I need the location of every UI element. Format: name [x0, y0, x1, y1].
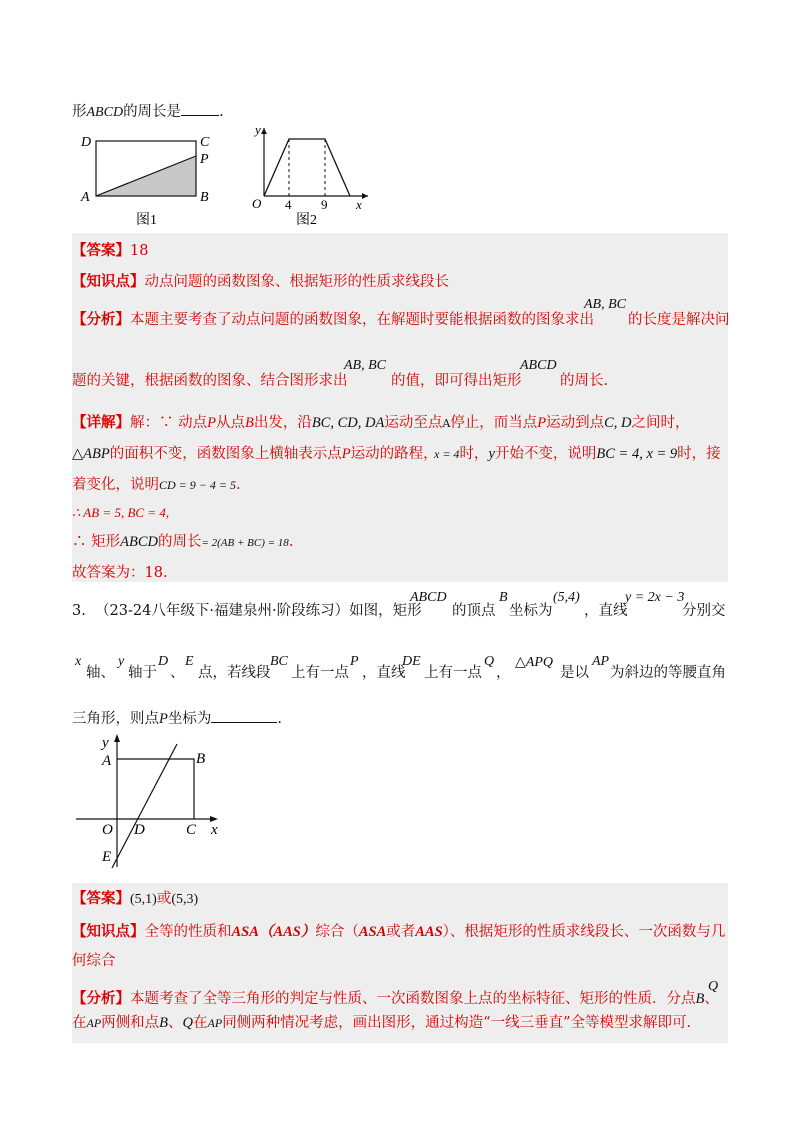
figure-2-caption: 图2	[296, 213, 317, 228]
q2-detail-line-4: ∴ AB = 5, BC = 4,	[72, 505, 170, 520]
q3-analysis-line-1: 【分析】本题考查了全等三角形的判定与性质、一次函数图象上点的坐标特征、矩形的性质．分点B、	[72, 990, 719, 1007]
q3-knowledge-line-1: 【知识点】全等的性质和ASA（AAS）综合（ASA或者AAS）、根据矩形的性质求线段长、一次函数与几	[72, 923, 726, 940]
q3-figure	[72, 730, 232, 870]
q2-analysis-line-1: 【分析】本题主要考查了动点问题的函数图象，在解题时要能根据函数的图象求出	[72, 311, 594, 328]
q2-detail-line-2: △ABP的面积不变，函数图象上横轴表示点P运动的路程，	[72, 446, 438, 462]
label-A: A	[102, 753, 112, 769]
answer-blank	[211, 708, 277, 723]
tick-9: 9	[321, 197, 328, 212]
label-O: O	[102, 822, 113, 838]
label-C: C	[200, 135, 210, 150]
figure-1	[72, 128, 232, 230]
label-y: y	[255, 122, 261, 137]
rectangle-abcd	[117, 759, 194, 819]
label-y: y	[102, 735, 109, 751]
q2-analysis-line-1-end: 的长度是解决问	[628, 312, 730, 328]
y-axis-arrow	[114, 734, 120, 742]
label-O: O	[252, 196, 262, 211]
label-x: x	[211, 822, 218, 838]
label-E: E	[102, 849, 112, 865]
label-C: C	[186, 822, 197, 838]
q3-math-abcd: ABCD	[410, 590, 447, 605]
label-P: P	[200, 152, 209, 167]
answer-blank	[181, 101, 219, 116]
q2-analysis-line-2-mid: 的值，即可得出矩形	[391, 373, 522, 389]
question-number: 3.	[72, 603, 86, 619]
q2-intro: 形ABCD的周长是 .	[72, 101, 224, 123]
q2-knowledge: 【知识点】动点问题的函数图象、根据矩形的性质求线段长	[72, 273, 449, 290]
q2-analysis-math-3: ABCD	[520, 358, 557, 373]
q3-math-point-b: (5,4)	[553, 590, 580, 605]
x-axis-arrow	[362, 193, 368, 199]
q3-line-1: 3. （23-24八年级下·福建泉州·阶段练习）如图，矩形	[72, 603, 422, 619]
label-x: x	[356, 197, 362, 212]
q2-analysis-line-2: 题的关键，根据函数的图象、结合图形求出	[72, 373, 348, 389]
label-B: B	[200, 190, 209, 205]
q2-analysis-math-2: AB, BC	[344, 358, 386, 373]
line-de	[112, 744, 177, 868]
function-graph	[264, 139, 350, 196]
q2-analysis-math-1: AB, BC	[584, 297, 626, 312]
label-B: B	[196, 751, 206, 767]
q2-detail-line-3: 着变化，说明CD = 9 − 4 = 5.	[72, 477, 241, 493]
y-axis-arrow	[261, 128, 267, 134]
label-A: A	[81, 190, 90, 205]
q3-knowledge-line-2: 何综合	[72, 953, 116, 969]
q2-answer: 【答案】18	[72, 242, 149, 259]
question-source: （23-24八年级下·福建泉州·阶段练习）	[95, 603, 350, 619]
q2-detail-line-2b: x = 4时，y开始不变，说明BC = 4, x = 9时，接	[434, 446, 721, 462]
q3-answer: 【答案】(5,1)或(5,3)	[72, 890, 199, 907]
label-D: D	[134, 822, 145, 838]
figure-1-caption: 图1	[136, 213, 157, 228]
q3-math-line-eq: y = 2x − 3	[625, 590, 685, 605]
tick-4: 4	[285, 197, 292, 212]
q3-line-3: 三角形，则点P坐标为 .	[72, 708, 282, 729]
q2-analysis-line-2-end: 的周长.	[560, 373, 609, 389]
q2-detail-line-1: 【详解】解：∵ 动点P从点B出发，沿BC, CD, DA运动至点A停止，而当点P运动到点C, D之间时，	[72, 414, 690, 431]
figure-2	[246, 122, 376, 230]
q2-final-answer: 故答案为：18.	[72, 565, 168, 581]
label-D: D	[81, 135, 92, 150]
q2-detail-line-5: ∴ 矩形ABCD的周长= 2(AB + BC) = 18.	[72, 534, 294, 550]
q3-analysis-line-2: 在AP两侧和点B、Q在AP同侧两种情况考虑，画出图形，通过构造“一线三垂直”全等模型求解即可.	[72, 1015, 692, 1031]
